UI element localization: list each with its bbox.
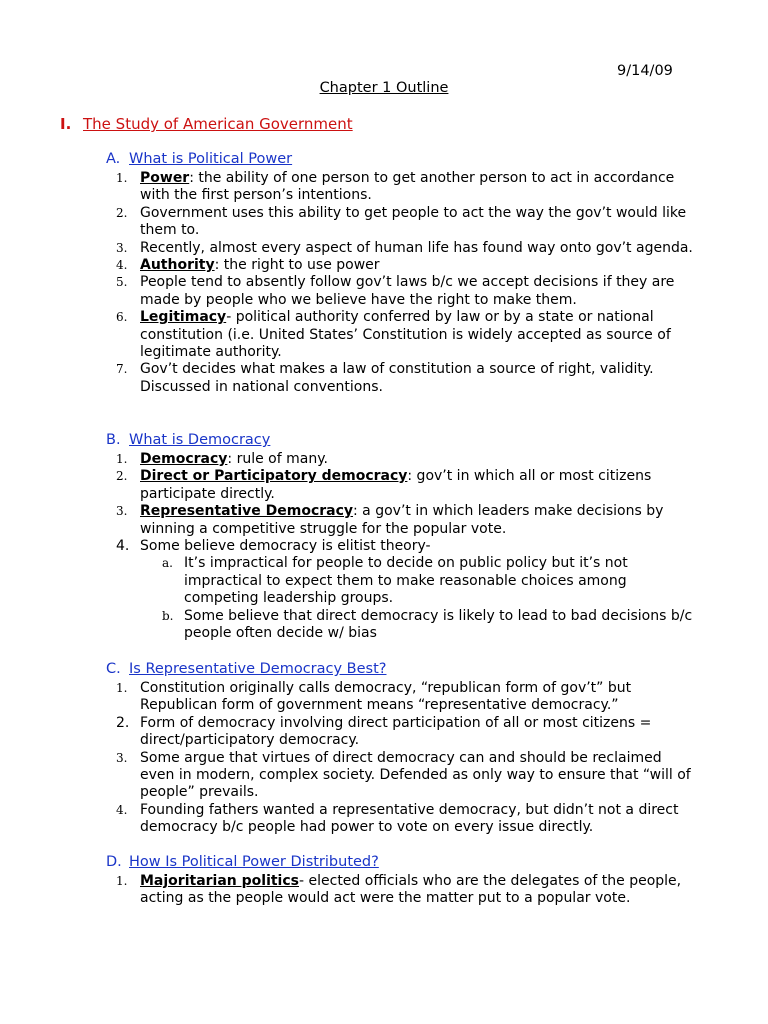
item-number: 3. — [116, 504, 128, 519]
item-number: 1. — [116, 874, 128, 888]
item-term: Authority — [140, 257, 215, 274]
list-item — [106, 750, 700, 802]
list-item — [106, 309, 700, 361]
item-number: 1. — [116, 452, 128, 466]
subsection-letter: A. — [106, 151, 121, 167]
list-item — [106, 680, 700, 715]
list-item — [106, 170, 700, 205]
subsection-letter: B. — [106, 432, 121, 448]
subsection-letter: C. — [106, 661, 121, 677]
item-letter: a. — [162, 556, 173, 571]
list-item — [106, 257, 700, 274]
list-item — [106, 240, 700, 257]
item-text: It’s impractical for people to decide on public policy but it’s not impractical to expect them to make reasonable choices among competing leadership groups. — [184, 555, 628, 607]
sub-list-item — [106, 608, 700, 643]
subsection-b — [106, 432, 706, 642]
list-item — [106, 451, 700, 468]
item-term: Democracy — [140, 451, 228, 467]
subsection-letter: D. — [106, 854, 122, 870]
list-item — [106, 802, 700, 837]
subsection-heading — [106, 432, 706, 451]
item-number: 6. — [116, 310, 128, 325]
item-text: : a gov’t in which leaders make decisions by winning a competitive struggle for the popular vote. — [140, 503, 664, 537]
chapter-title: Chapter 1 Outline — [319, 80, 449, 96]
item-number: 2. — [116, 714, 130, 731]
item-term: Majoritarian politics — [140, 873, 299, 889]
item-term: Power — [140, 170, 190, 186]
item-text: Some believe that direct democracy is likely to lead to bad decisions b/c people often decide w/ bias — [184, 607, 693, 642]
item-number: 4. — [116, 538, 130, 555]
item-text: Recently, almost every aspect of human life has found way onto gov’t agenda. — [140, 239, 693, 256]
item-term: Direct or Participatory democracy — [140, 468, 408, 485]
item-text: Some argue that virtues of direct democracy can and should be reclaimed even in modern, complex society. Defended as only way to ensure that “will of people” prevails. — [140, 749, 691, 801]
subsection-c — [106, 661, 706, 837]
list-item — [106, 873, 700, 908]
item-number: 1. — [116, 681, 128, 695]
subsection-heading — [106, 151, 706, 170]
item-text: Government uses this ability to get people to act the way the gov’t would like them to. — [140, 204, 687, 239]
item-term: Representative Democracy — [140, 503, 354, 520]
item-text: People tend to absently follow gov’t laws b/c we accept decisions if they are made by people who we believe have the right to make them. — [140, 274, 675, 308]
section-heading — [60, 116, 353, 133]
sub-list-item — [106, 555, 700, 607]
subsection-title: What is Political Power — [129, 151, 293, 167]
subsection-title: Is Representative Democracy Best? — [129, 661, 387, 677]
item-text: Some believe democracy is elitist theory- — [140, 538, 431, 555]
item-text: Founding fathers wanted a representative democracy, but didn’t not a direct democracy b/c people had power to vote on every issue directly. — [140, 801, 679, 836]
item-number: 4. — [116, 258, 128, 273]
subsection-title: How Is Political Power Distributed? — [129, 854, 379, 870]
list-item — [106, 361, 700, 396]
item-number: 3. — [116, 240, 128, 255]
item-text: Form of democracy involving direct participation of all or most citizens = direct/participatory democracy. — [140, 714, 652, 749]
item-text: : the ability of one person to get another person to act in accordance with the first person’s intentions. — [140, 170, 675, 204]
list-item — [106, 468, 700, 503]
item-text: Constitution originally calls democracy, “republican form of gov’t” but Republican form of government means “representative democracy.” — [140, 680, 632, 714]
list-item — [106, 274, 700, 309]
subsection-a — [106, 151, 706, 396]
list-item — [106, 205, 700, 240]
item-number: 3. — [116, 750, 128, 765]
subsection-d — [106, 854, 706, 908]
item-text: - elected officials who are the delegates of the people, acting as the people would act were the matter put to a popular vote. — [140, 873, 682, 907]
item-number: 7. — [116, 362, 128, 377]
item-number: 4. — [116, 802, 128, 817]
item-term: Legitimacy — [140, 309, 227, 326]
document-date: 9/14/09 — [617, 63, 673, 79]
list-item — [106, 538, 700, 555]
item-number: 5. — [116, 275, 128, 290]
subsection-heading — [106, 661, 706, 680]
section-numeral: I. — [60, 115, 72, 133]
list-item — [106, 503, 700, 538]
item-text: : the right to use power — [214, 257, 380, 274]
item-number: 1. — [116, 171, 128, 185]
list-item — [106, 715, 700, 750]
subsection-heading — [106, 854, 706, 873]
item-text: - political authority conferred by law or by a state or national constitution (i.e. United States’ Constitution is widely accepted as source of legitimate authority. — [140, 309, 671, 361]
item-text: Gov’t decides what makes a law of constitution a source of right, validity. Discussed in national conventions. — [140, 361, 654, 395]
item-number: 2. — [116, 469, 128, 484]
item-number: 2. — [116, 205, 128, 220]
section-title: The Study of American Government — [83, 115, 353, 133]
item-letter: b. — [162, 608, 174, 623]
item-text: : gov’t in which all or most citizens participate directly. — [140, 468, 652, 502]
subsection-title: What is Democracy — [129, 432, 271, 448]
item-text: : rule of many. — [227, 451, 328, 467]
